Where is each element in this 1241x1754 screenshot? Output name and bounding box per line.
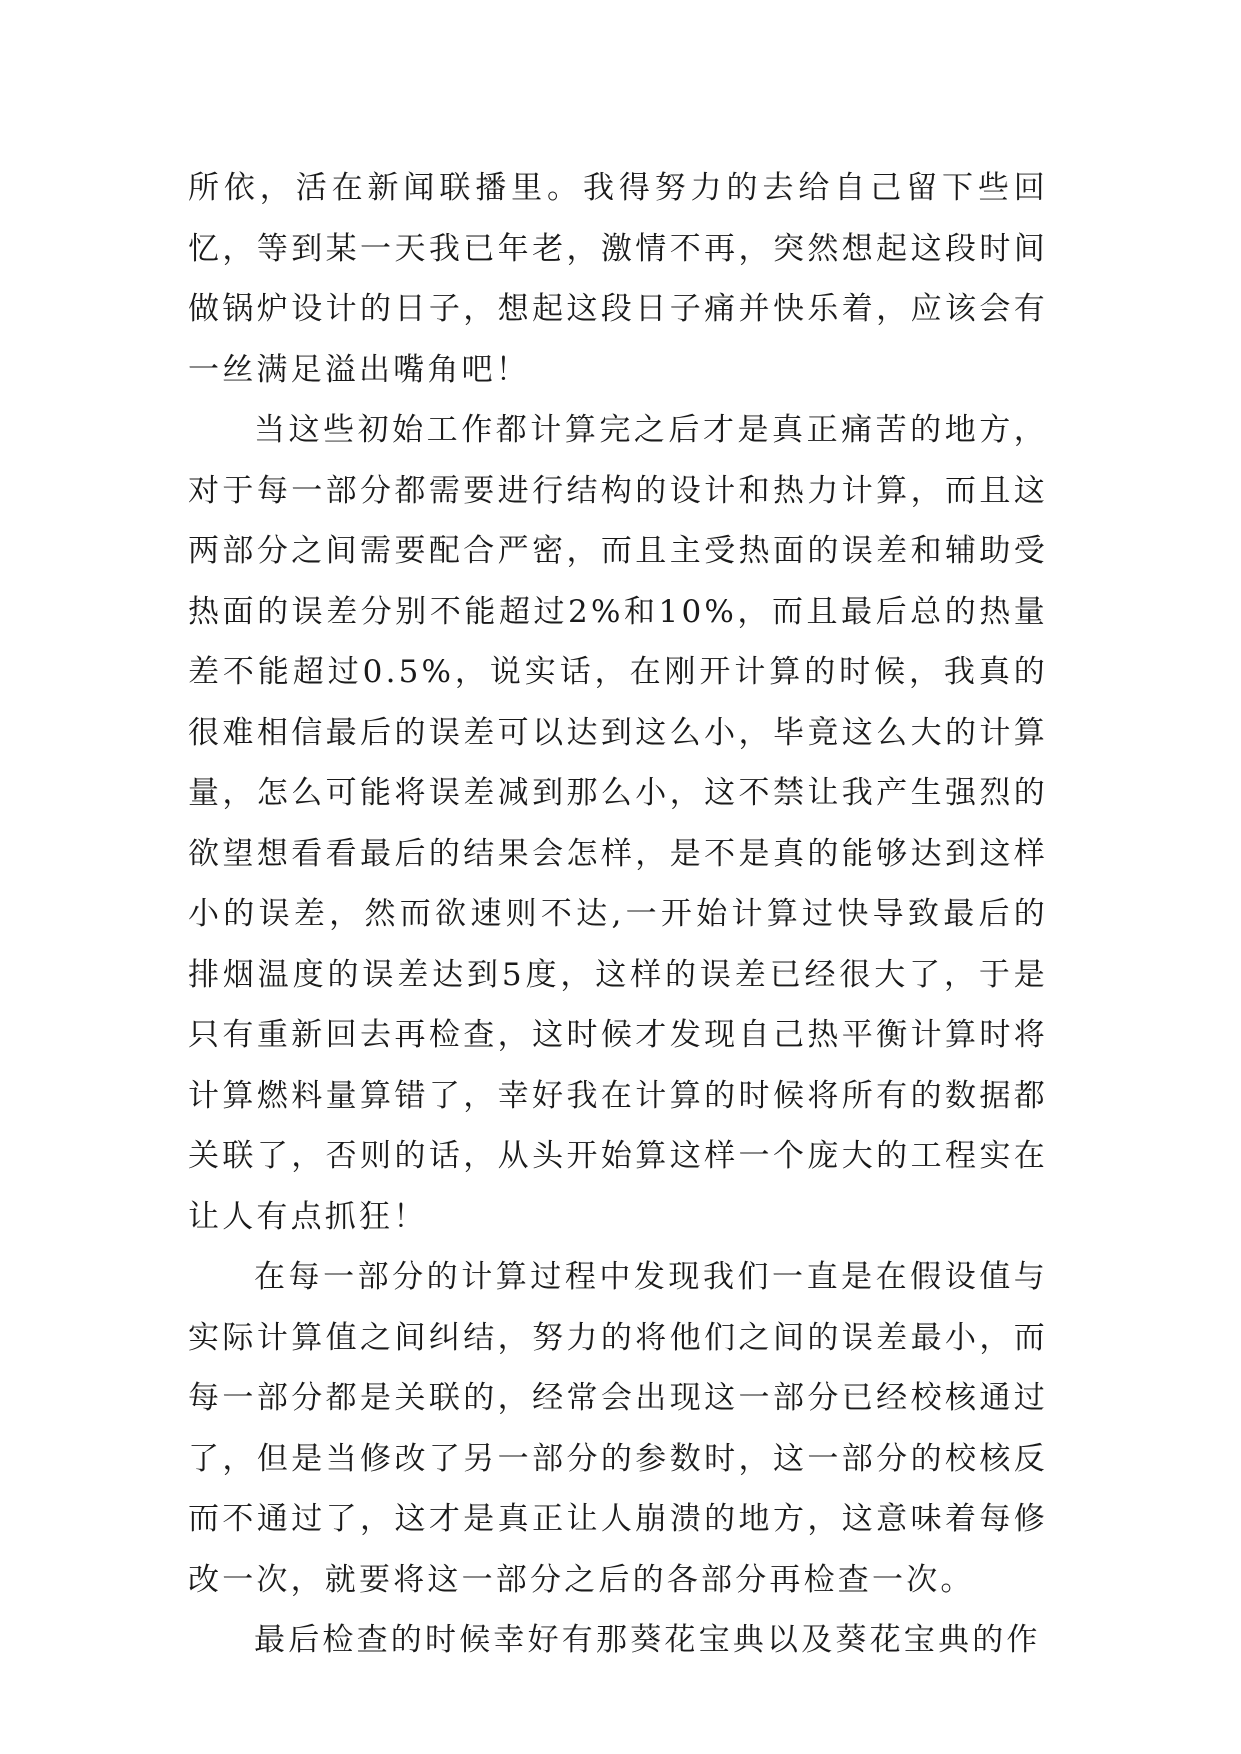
paragraph-2: 当这些初始工作都计算完之后才是真正痛苦的地方，对于每一部分都需要进行结构的设计和热力计算，而且这两部分之间需要配合严密，而且主受热面的误差和辅助受热面的误差分别不能超过2%和10%，而且最后总的热量差不能超过0.5%，说实话，在刚开计算的时候，我真的很难相信最后的误差可以达到这么小，毕竟这么大的计算量，怎么可能将误差减到那么小，这不禁让我产生强烈的欲望想看看最后的结果会怎样，是不是真的能够达到这样小的误差，然而欲速则不达,一开始计算过快导致最后的排烟温度的误差达到5度，这样的误差已经很大了，于是只有重新回去再检查，这时候才发现自己热平衡计算时将计算燃料量算错了，幸好我在计算的时候将所有的数据都关联了，否则的话，从头开始算这样一个庞大的工程实在让人有点抓狂！ [188,412,1048,1235]
paragraph-3: 在每一部分的计算过程中发现我们一直是在假设值与实际计算值之间纠结，努力的将他们之间的误差最小，而每一部分都是关联的，经常会出现这一部分已经校核通过了，但是当修改了另一部分的参数时，这一部分的校核反而不通过了，这才是真正让人崩溃的地方，这意味着每修改一次，就要将这一部分之后的各部分再检查一次。 [188,1259,1048,1598]
paragraph-1: 所依，活在新闻联播里。我得努力的去给自己留下些回忆，等到某一天我已年老，激情不再，突然想起这段时间做锅炉设计的日子，想起这段日子痛并快乐着，应该会有一丝满足溢出嘴角吧！ [188,170,1048,388]
paragraph-4: 最后检查的时候幸好有那葵花宝典以及葵花宝典的作 [254,1622,1041,1658]
body-text [188,158,1048,1671]
